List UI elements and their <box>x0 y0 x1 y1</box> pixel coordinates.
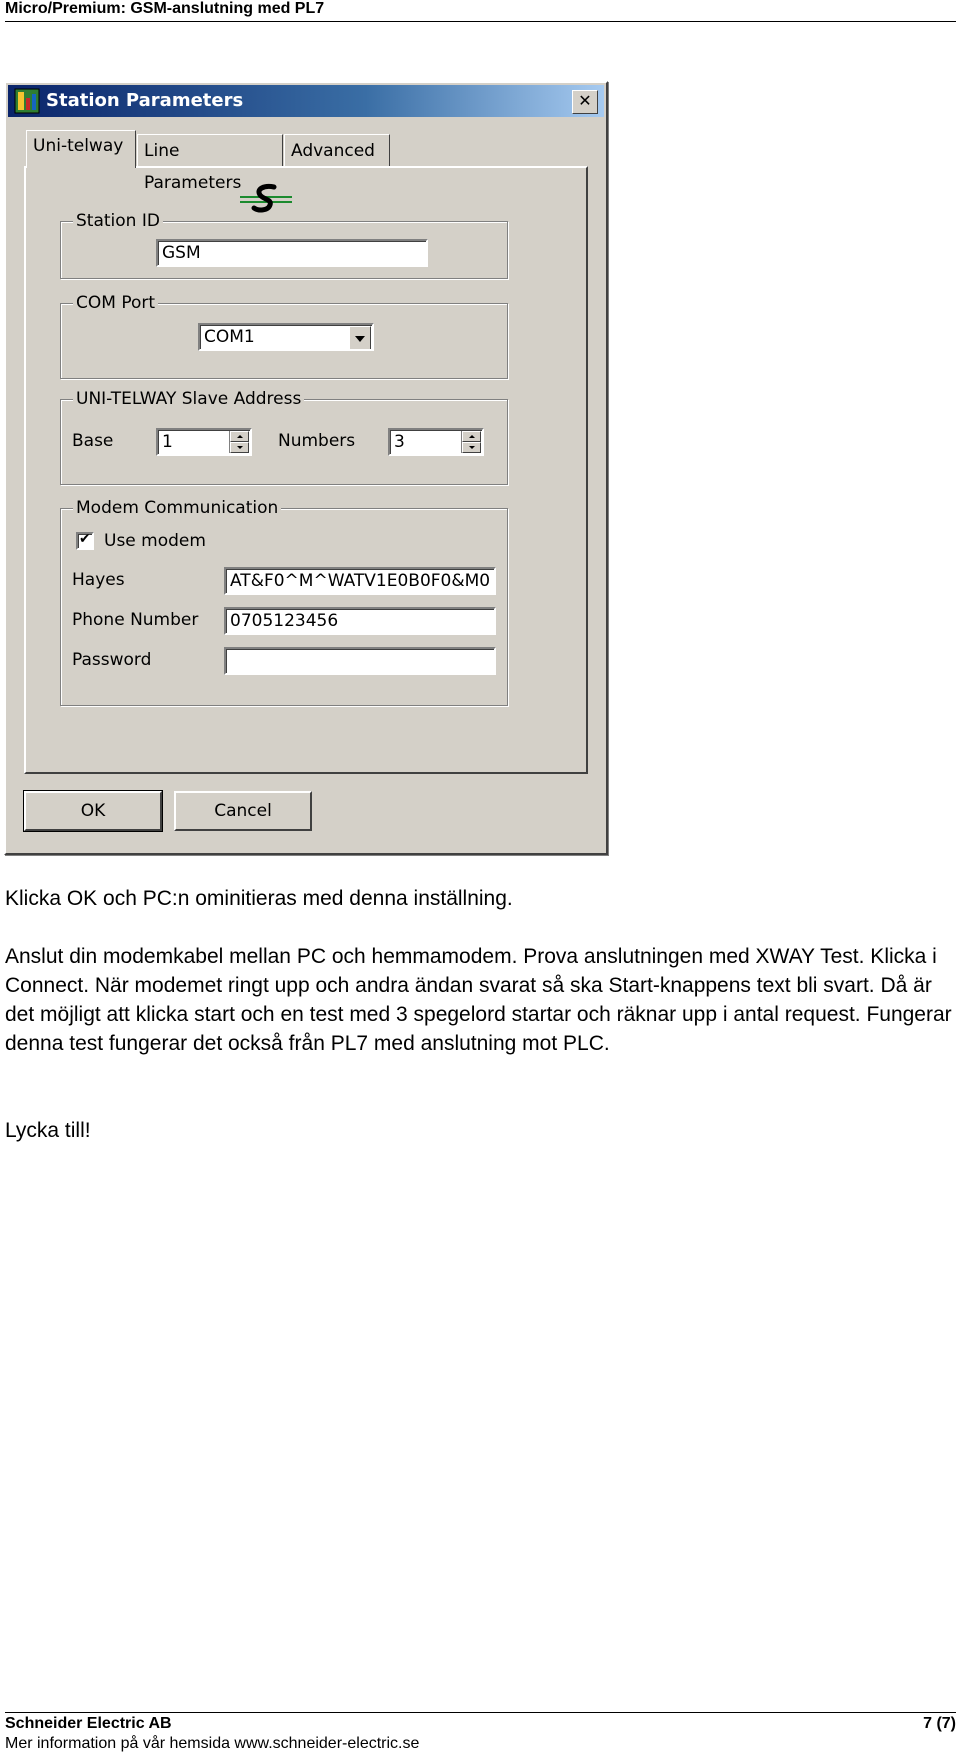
document-footer <box>5 1712 956 1754</box>
cancel-label: Cancel <box>214 801 272 821</box>
base-label: Base <box>72 431 114 451</box>
close-button[interactable] <box>572 90 598 114</box>
paragraph-1: Klicka OK och PC:n ominitieras med denna inställning. <box>5 887 513 910</box>
footer-info: Mer information på vår hemsida www.schneider-electric.se <box>5 1735 420 1752</box>
close-icon: ✕ <box>578 91 592 110</box>
base-value: 1 <box>162 432 173 452</box>
arrow-up-icon[interactable] <box>462 431 481 442</box>
cancel-button[interactable] <box>174 791 312 831</box>
numbers-label: Numbers <box>278 431 356 451</box>
com-port-value: COM1 <box>204 327 255 347</box>
numbers-spin-buttons[interactable] <box>461 431 481 453</box>
station-id-input[interactable] <box>156 239 428 267</box>
use-modem-label: Use modem <box>104 531 206 551</box>
station-app-icon <box>14 88 40 114</box>
ok-button[interactable] <box>24 791 162 831</box>
chevron-down-icon[interactable] <box>349 326 371 351</box>
numbers-stepper[interactable] <box>388 428 484 456</box>
base-spin-buttons[interactable] <box>229 431 249 453</box>
slave-address-label: UNI-TELWAY Slave Address <box>73 388 304 410</box>
ok-label: OK <box>80 801 106 821</box>
arrow-down-icon[interactable] <box>230 442 249 453</box>
footer-company: Schneider Electric AB <box>5 1715 172 1732</box>
numbers-value: 3 <box>394 432 405 452</box>
footer-page-number: 7 (7) <box>923 1715 956 1732</box>
com-port-select[interactable] <box>198 323 374 351</box>
tab-label: Line Parameters <box>144 141 242 193</box>
telway-logo-icon <box>238 183 294 215</box>
use-modem-checkbox[interactable] <box>76 532 94 550</box>
phone-number-value: 0705123456 <box>230 611 339 631</box>
dialog-title: Station Parameters <box>46 90 244 111</box>
tab-advanced[interactable] <box>284 134 390 166</box>
station-parameters-dialog <box>4 81 608 855</box>
phone-number-input[interactable] <box>224 607 496 635</box>
hayes-input[interactable] <box>224 567 496 595</box>
arrow-up-icon[interactable] <box>230 431 249 442</box>
hayes-value: AT&F0^M^WATV1E0B0F0&M0 <box>230 571 491 591</box>
com-port-label: COM Port <box>73 292 158 314</box>
checkmark-icon: ✔ <box>79 531 91 547</box>
paragraph-2: Anslut din modemkabel mellan PC och hemmamodem. Prova anslutningen med XWAY Test. Klicka i Connect. När modemet ringt upp och andra ändan svarat så ska Start-knappens text bli svart. Då är det möjligt att klicka start och en test med 3 spegelord startar och räknar upp i antal request. Fungerar denna test fungerar det också från PL7 med anslutning mot PLC. <box>5 945 952 1055</box>
phone-number-label: Phone Number <box>72 610 199 630</box>
arrow-down-icon[interactable] <box>462 442 481 453</box>
tab-label: Uni-telway <box>33 136 124 156</box>
dialog-titlebar[interactable] <box>8 85 604 117</box>
paragraph-3: Lycka till! <box>5 1119 91 1142</box>
station-id-value: GSM <box>162 243 201 263</box>
base-stepper[interactable] <box>156 428 252 456</box>
password-input[interactable] <box>224 647 496 675</box>
password-label: Password <box>72 650 152 670</box>
station-id-label: Station ID <box>73 210 163 232</box>
tab-label: Advanced <box>291 141 375 161</box>
tab-uni-telway[interactable] <box>26 130 136 168</box>
modem-communication-label: Modem Communication <box>73 497 281 519</box>
tab-line-parameters[interactable] <box>137 134 283 193</box>
hayes-label: Hayes <box>72 570 125 590</box>
document-header <box>5 0 956 22</box>
header-title: Micro/Premium: GSM-anslutning med PL7 <box>5 0 325 17</box>
